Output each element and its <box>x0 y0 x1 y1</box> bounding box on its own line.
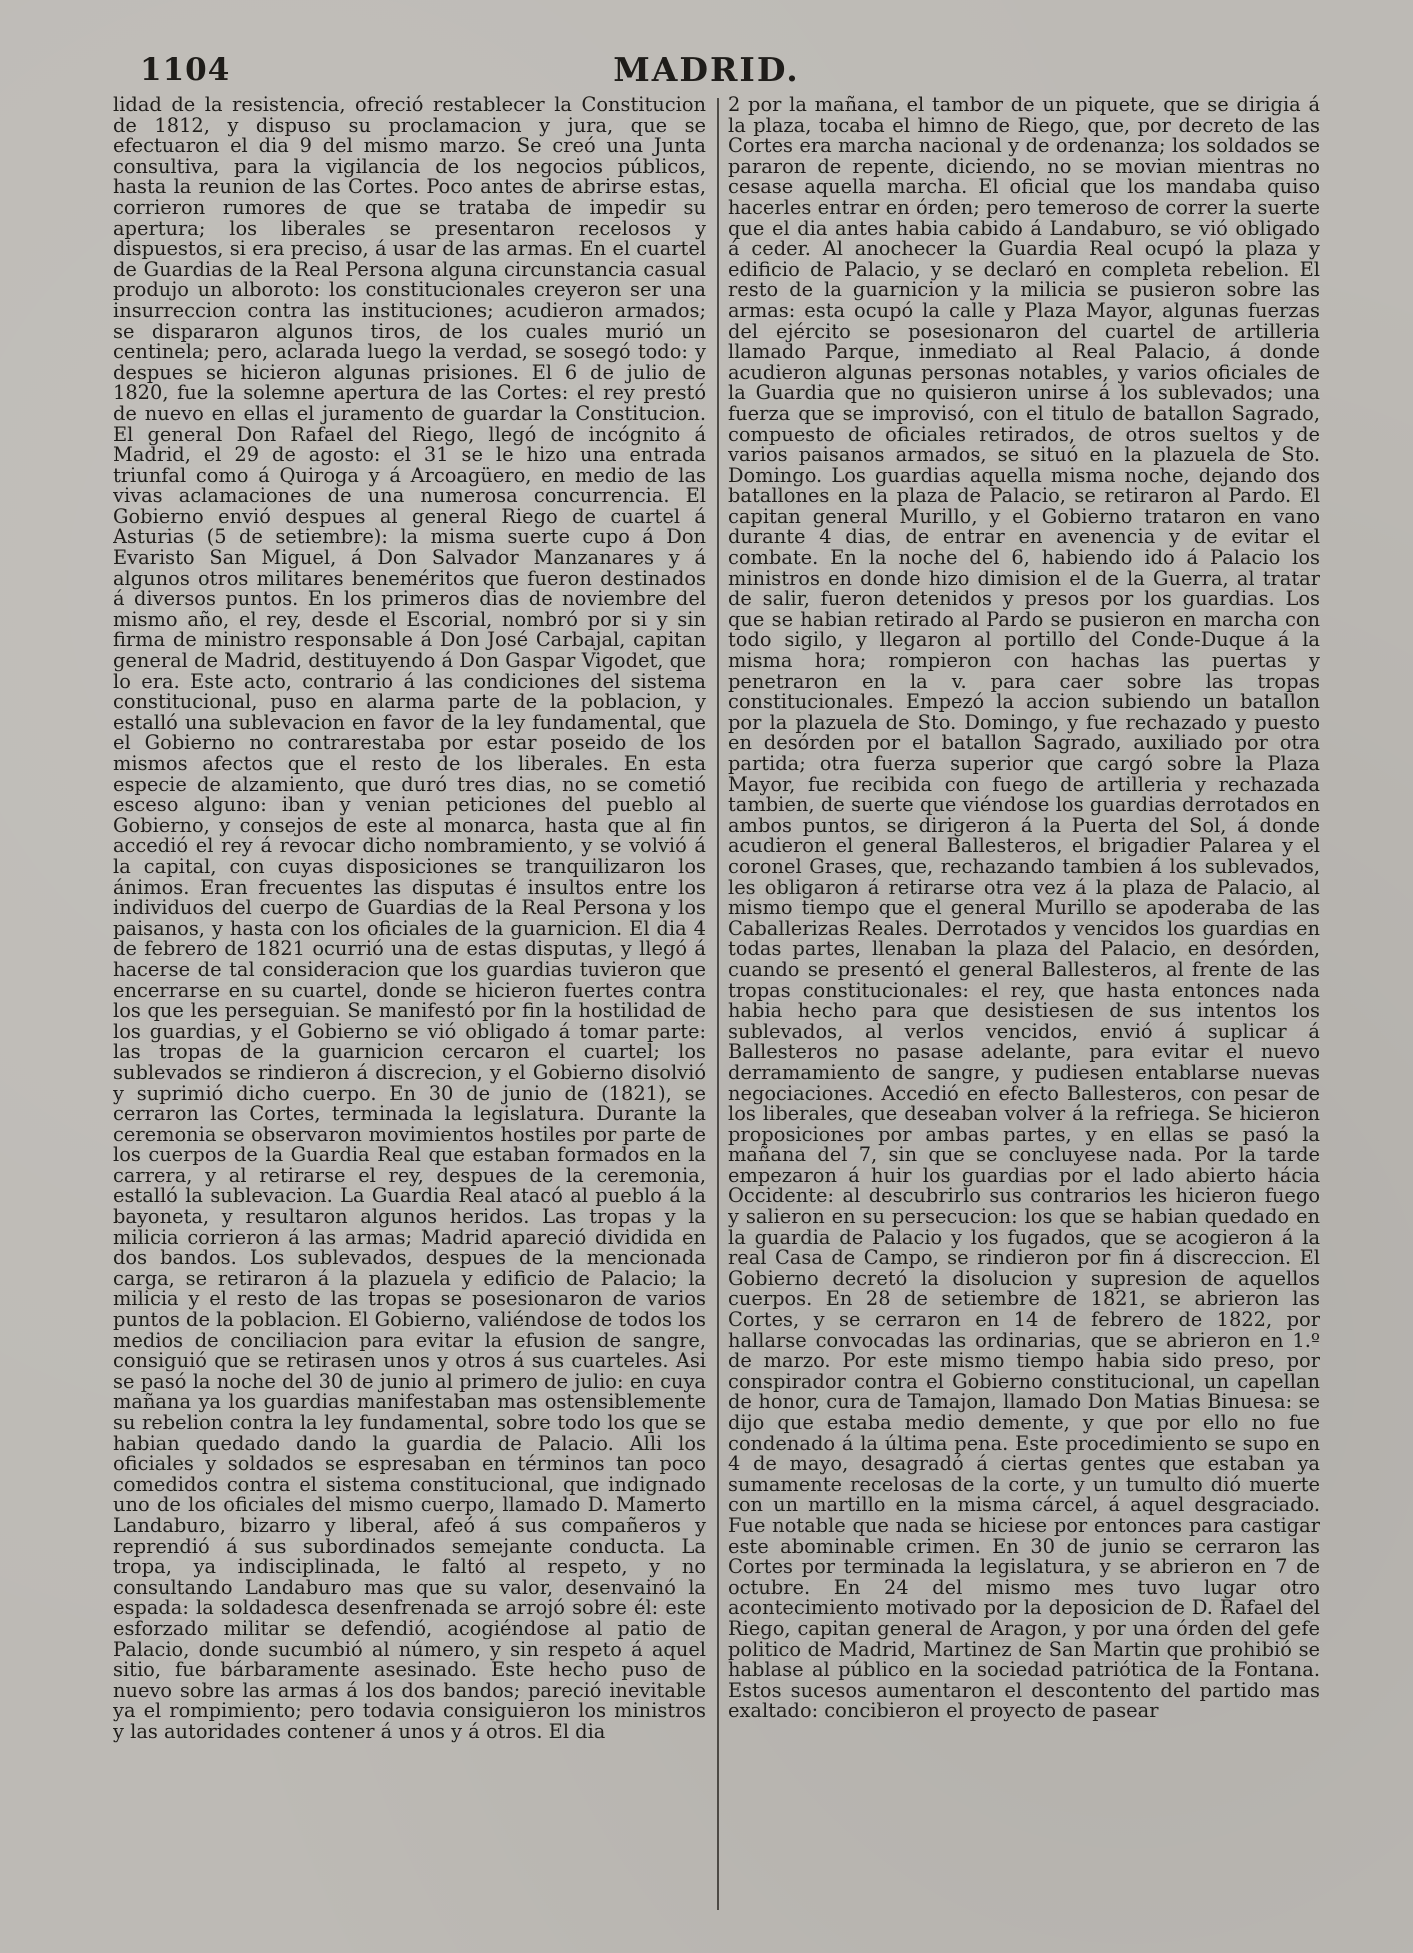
column-right-text: 2 por la mañana, el tambor de un piquete, que se dirigia á la plaza, tocaba el himno de Riego, que, por decreto de las Cortes era marcha nacional y de ordenanza; los soldados se pararon de repente, diciendo, no se movian mientras no cesase aquella marcha. El oficial que los mandaba quiso hacerles entrar en órden; pero temeroso de correr la suerte que el dia antes habia cabido á Landaburo, se vió obligado á ceder. Al anochecer la Guardia Real ocupó la plaza y edificio de Palacio, y se declaró en completa rebelion. El resto de la guarnicion y la milicia se pusieron sobre las armas: esta ocupó la calle y Plaza Mayor, algunas fuerzas del ejército se posesionaron del cuartel de artilleria llamado Parque, inmediato al Real Palacio, á donde acudieron algunas personas notables, y varios oficiales de la Guardia que no quisieron unirse á los sublevados; una fuerza que se improvisó, con el titulo de batallon Sagrado, compuesto de oficiales retirados, de otros sueltos y de varios paisanos armados, se situó en la plazuela de Sto. Domingo. Los guardias aquella misma noche, dejando dos batallones en la plaza de Palacio, se retiraron al Pardo. El capitan general Murillo, y el Gobierno trataron en vano durante 4 dias, de entrar en avenencia y de evitar el combate. En la noche del 6, habiendo ido á Palacio los ministros en donde hizo dimision el de la Guerra, al tratar de salir, fueron detenidos y presos por los guardias. Los que se habian retirado al Pardo se pusieron en marcha con todo sigilo, y llegaron al portillo del Conde-Duque á la misma hora; rompieron con hachas las puertas y penetraron en la v. para caer sobre las tropas constitucionales. Empezó la accion subiendo un batallon por la plazuela de Sto. Domingo, y fue rechazado y puesto en desórden por el batallon Sagrado, auxiliado por otra partida; otra fuerza superior que cargó sobre la Plaza Mayor, fue recibida con fuego de artilleria y rechazada tambien, de suerte que viéndose los guardias derrotados en ambos puntos, se dirigeron á la Puerta del Sol, á donde acudieron el general Ballesteros, el brigadier Palarea y el coronel Grases, que, rechazando tambien á los sublevados, les obligaron á retirarse otra vez á la plaza de Palacio, al mismo tiempo que el general Murillo se apoderaba de las Caballerizas Reales. Derrotados y vencidos los guardias en todas partes, llenaban la plaza del Palacio, en desórden, cuando se presentó el general Ballesteros, al frente de las tropas constitucionales: el rey, que hasta entonces nada habia hecho para que desistiesen de sus intentos los sublevados, al verlos vencidos, envió á suplicar á Ballesteros no pasase adelante, para evitar el nuevo derramamiento de sangre, y pudiesen entablarse nuevas negociaciones. Accedió en efecto Ballesteros, con pesar de los liberales, que deseaban volver á la refriega. Se hicieron proposiciones por ambas partes, y en ellas se pasó la mañana del 7, sin que se concluyese nada. Por la tarde empezaron á huir los guardias por el lado abierto hácia Occidente: al descubrirlo sus contrarios les hicieron fuego y salieron en su persecucion: los que se habian quedado en la guardia de Palacio y los fugados, que se acogieron á la real Casa de Campo, se rindieron por fin á discreccion. El Gobierno decretó la disolucion y supresion de aquellos cuerpos. En 28 de setiembre de 1821, se abrieron las Cortes, y se cerraron en 14 de febrero de 1822, por hallarse convocadas las ordinarias, que se abrieron en 1.º de marzo. Por este mismo tiempo habia sido preso, por conspirador contra el Gobierno constitucional, un capellan de honor, cura de Tamajon, llamado Don Matias Binuesa: se dijo que estaba medio demente, y que por ello no fue condenado á la última pena. Este procedimiento se supo en 4 de mayo, desagradó á ciertas gentes que estaban ya sumamente recelosas de la corte, y un tumulto dió muerte con un martillo en la misma cárcel, á aquel desgraciado. Fue notable que nada se hiciese por entonces para castigar este abominable crimen. En 30 de junio se cerraron las Cortes por terminada la legislatura, y se abrieron en 7 de octubre. En 24 del mismo mes tuvo lugar otro acontecimiento motivado por la deposicion de D. Rafael del Riego, capitan general de Aragon, y por una órden del gefe politico de Madrid, Martinez de San Martin que prohibió se hablase al público en la sociedad patriótica de la Fontana. Estos sucesos aumentaron el descontento del partido mas exaltado: concibieron el proyecto de pasear <box>728 95 1320 1723</box>
page-number: 1104 <box>140 52 231 88</box>
column-left-text: lidad de la resistencia, ofreció restablecer la Constitucion de 1812, y dispuso su proclamacion y jura, que se efectuaron el dia 9 del mismo marzo. Se creó una Junta consultiva, para la vigilancia de los negocios públicos, hasta la reunion de las Cortes. Poco antes de abrirse estas, corrieron rumores de que se trataba de impedir su apertura; los liberales se presentaron recelosos y dispuestos, si era preciso, á usar de las armas. En el cuartel de Guardias de la Real Persona alguna circunstancia casual produjo un alboroto: los constitucionales creyeron ser una insurreccion contra las instituciones; acudieron armados; se dispararon algunos tiros, de los cuales murió un centinela; pero, aclarada luego la verdad, se sosegó todo: y despues se hicieron algunas prisiones. El 6 de julio de 1820, fue la solemne apertura de las Cortes: el rey prestó de nuevo en ellas el juramento de guardar la Constitucion. El general Don Rafael del Riego, llegó de incógnito á Madrid, el 29 de agosto: el 31 se le hizo una entrada triunfal como á Quiroga y á Arcoagüero, en medio de las vivas aclamaciones de una numerosa concurrencia. El Gobierno envió despues al general Riego de cuartel á Asturias (5 de setiembre): la misma suerte cupo á Don Evaristo San Miguel, á Don Salvador Manzanares y á algunos otros militares beneméritos que fueron destinados á diversos puntos. En los primeros dias de noviembre del mismo año, el rey, desde el Escorial, nombró por si y sin firma de ministro responsable á Don José Carbajal, capitan general de Madrid, destituyendo á Don Gaspar Vigodet, que lo era. Este acto, contrario á las condiciones del sistema constitucional, puso en alarma parte de la poblacion, y estalló una sublevacion en favor de la ley fundamental, que el Gobierno no contrarestaba por estar poseido de los mismos afectos que el resto de los liberales. En esta especie de alzamiento, que duró tres dias, no se cometió esceso alguno: iban y venian peticiones del pueblo al Gobierno, y consejos de este al monarca, hasta que al fin accedió el rey á revocar dicho nombramiento, y se volvió á la capital, con cuyas disposiciones se tranquilizaron los ánimos. Eran frecuentes las disputas é insultos entre los individuos del cuerpo de Guardias de la Real Persona y los paisanos, y hasta con los oficiales de la guarnicion. El dia 4 de febrero de 1821 ocurrió una de estas disputas, y llegó á hacerse de tal consideracion que los guardias tuvieron que encerrarse en su cuartel, donde se hicieron fuertes contra los que les perseguian. Se manifestó por fin la hostilidad de los guardias, y el Gobierno se vió obligado á tomar parte: las tropas de la guarnicion cercaron el cuartel; los sublevados se rindieron á discrecion, y el Gobierno disolvió y suprimió dicho cuerpo. En 30 de junio de (1821), se cerraron las Cortes, terminada la legislatura. Durante la ceremonia se observaron movimientos hostiles por parte de los cuerpos de la Guardia Real que estaban formados en la carrera, y al retirarse el rey, despues de la ceremonia, estalló la sublevacion. La Guardia Real atacó al pueblo á la bayoneta, y resultaron algunos heridos. Las tropas y la milicia corrieron á las armas; Madrid apareció dividida en dos bandos. Los sublevados, despues de la mencionada carga, se retiraron á la plazuela y edificio de Palacio; la milicia y el resto de las tropas se posesionaron de varios puntos de la poblacion. El Gobierno, valiéndose de todos los medios de conciliacion para evitar la efusion de sangre, consiguió que se retirasen unos y otros á sus cuarteles. Asi se pasó la noche del 30 de junio al primero de julio: en cuya mañana ya los guardias manifestaban mas ostensiblemente su rebelion contra la ley fundamental, sobre todo los que se habian quedado dando la guardia de Palacio. Alli los oficiales y soldados se espresaban en términos tan poco comedidos contra el sistema constitucional, que indignado uno de los oficiales del mismo cuerpo, llamado D. Mamerto Landaburo, bizarro y liberal, afeó á sus compañeros y reprendió á sus subordinados semejante conducta. La tropa, ya indisciplinada, le faltó al respeto, y no consultando Landaburo mas que su valor, desenvainó la espada: la soldadesca desenfrenada se arrojó sobre él: este esforzado militar se defendió, acogiéndose al patio de Palacio, donde sucumbió al número, y sin respeto á aquel sitio, fue bárbaramente asesinado. Este hecho puso de nuevo sobre las armas á los dos bandos; pareció inevitable ya el rompimiento; pero todavia consiguieron los ministros y las autoridades contener á unos y á otros. El dia <box>113 95 706 1743</box>
text-column-right <box>728 95 1320 1913</box>
running-title: MADRID. <box>613 50 800 89</box>
column-divider <box>717 98 719 1910</box>
text-column-left <box>113 95 706 1913</box>
